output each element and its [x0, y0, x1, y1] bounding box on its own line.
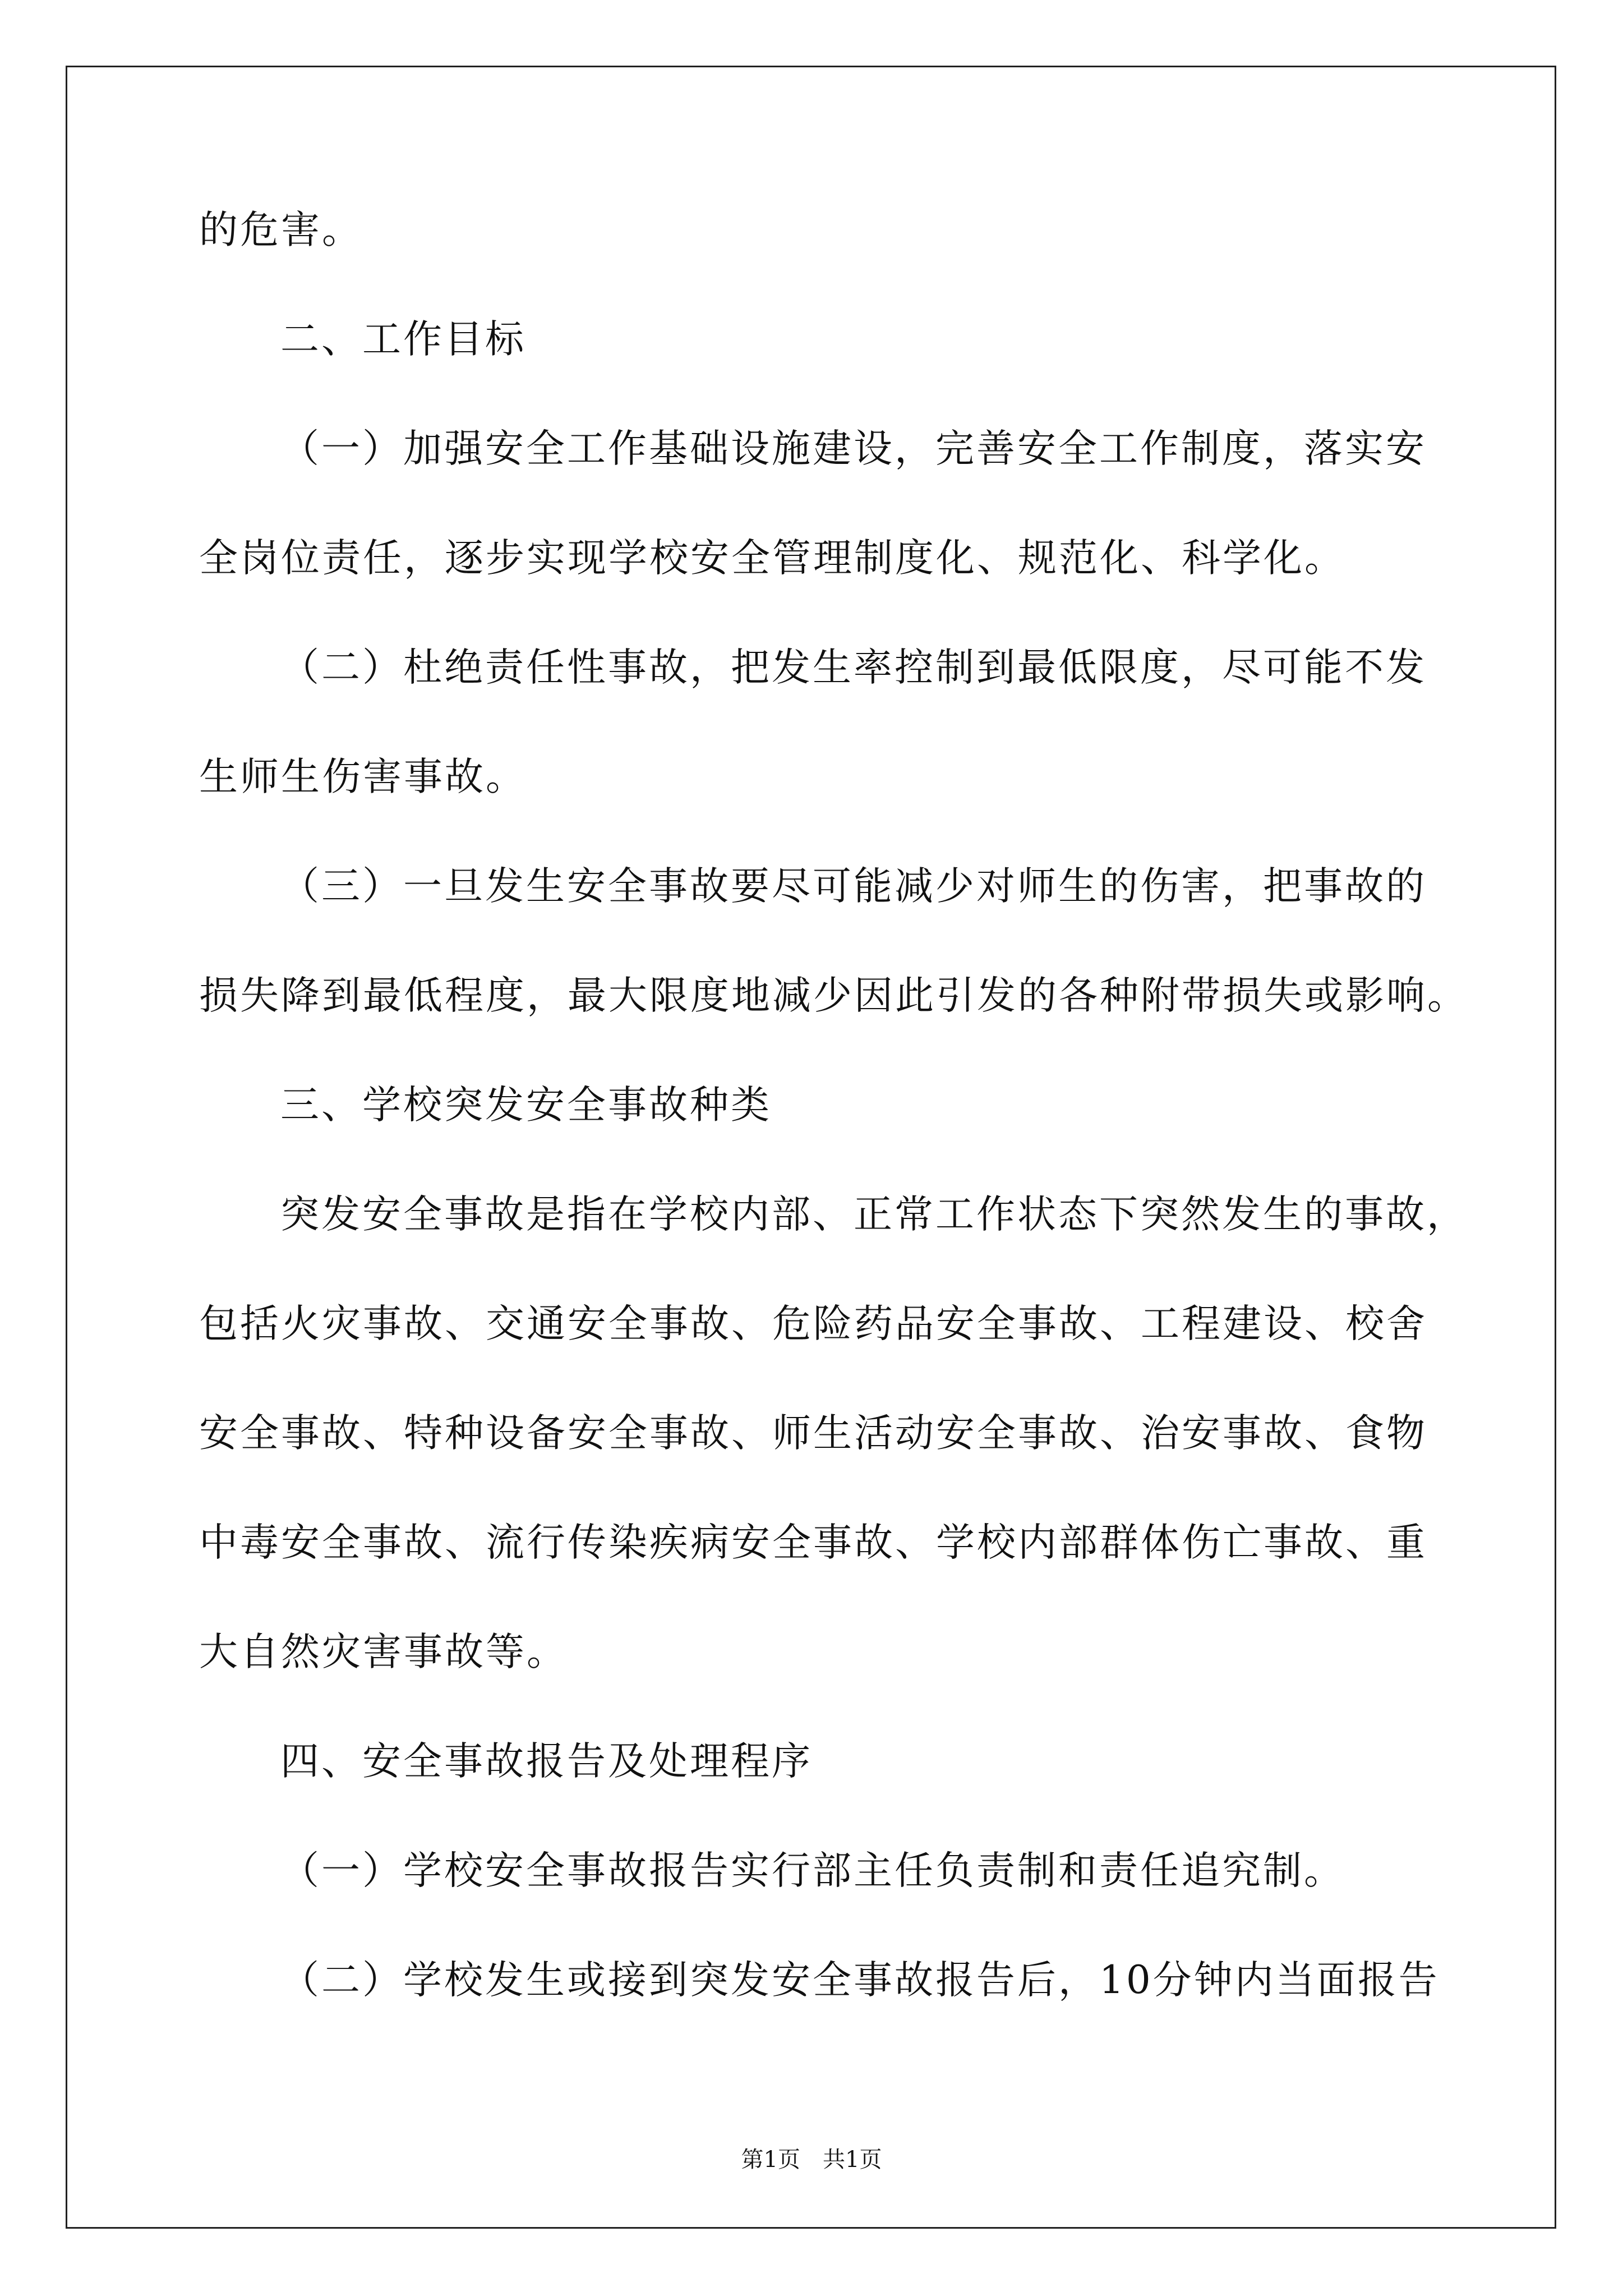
- page-border: [66, 66, 1556, 2229]
- text-line: 安全事故、特种设备安全事故、师生活动安全事故、治安事故、食物: [199, 1411, 1427, 1456]
- page-footer: 第1页 共1页: [741, 2147, 882, 2173]
- text-line: （一）学校安全事故报告实行部主任负责制和责任追究制。: [280, 1848, 1345, 1893]
- text-line: 突发安全事故是指在学校内部、正常工作状态下突然发生的事故，: [280, 1192, 1468, 1237]
- text-line: （二）杜绝责任性事故，把发生率控制到最低限度，尽可能不发: [280, 645, 1427, 690]
- text-line: 中毒安全事故、流行传染疾病安全事故、学校内部群体伤亡事故、重: [199, 1520, 1427, 1565]
- text-line: 包括火灾事故、交通安全事故、危险药品安全事故、工程建设、校舍: [199, 1301, 1427, 1346]
- text-line: 生师生伤害事故。: [199, 754, 527, 799]
- section-heading: 二、工作目标: [280, 317, 526, 362]
- text-line: 损失降到最低程度，最大限度地减少因此引发的各种附带损失或影响。: [199, 973, 1468, 1018]
- text-line: （二）学校发生或接到突发安全事故报告后，10分钟内当面报告: [280, 1958, 1440, 2003]
- text-line: 的危害。: [199, 208, 363, 252]
- section-heading: 四、安全事故报告及处理程序: [280, 1739, 813, 1784]
- section-heading: 三、学校突发安全事故种类: [280, 1083, 772, 1128]
- text-line: （一）加强安全工作基础设施建设，完善安全工作制度，落实安: [280, 426, 1427, 471]
- text-line: 大自然灾害事故等。: [199, 1630, 568, 1674]
- text-line: （三）一旦发生安全事故要尽可能减少对师生的伤害，把事故的: [280, 864, 1427, 909]
- text-line: 全岗位责任，逐步实现学校安全管理制度化、规范化、科学化。: [199, 536, 1345, 581]
